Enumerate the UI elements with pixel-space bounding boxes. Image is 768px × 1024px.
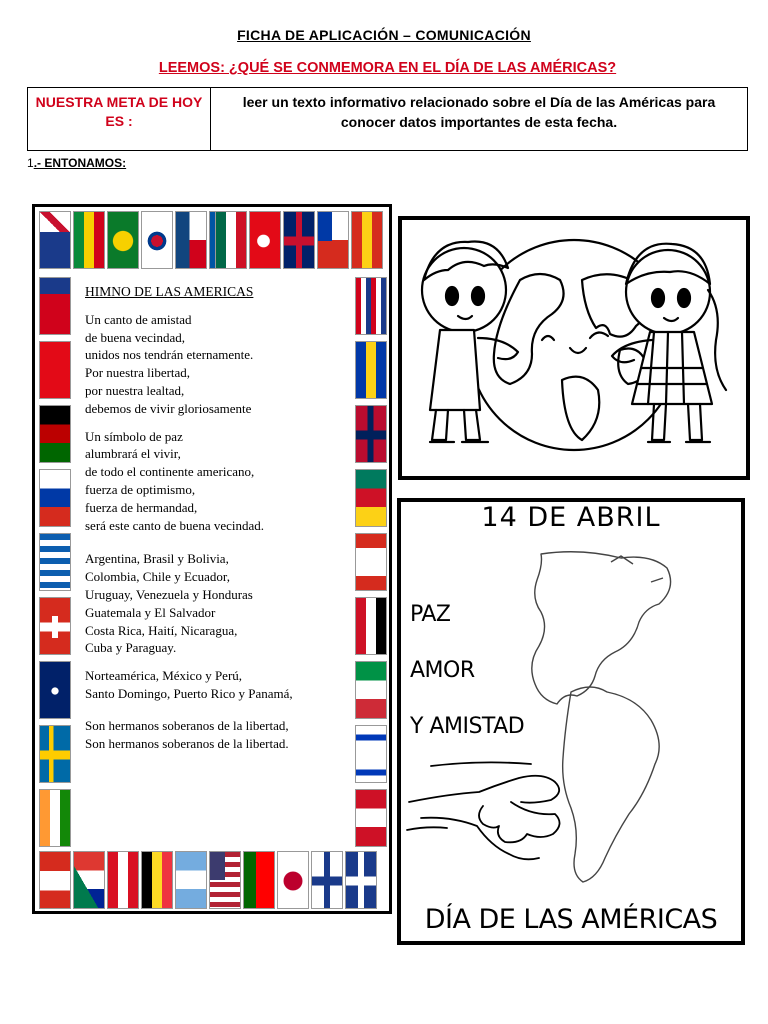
handshake-icon xyxy=(401,502,741,941)
flag xyxy=(355,789,387,847)
flag xyxy=(355,469,387,527)
stanza xyxy=(85,550,345,657)
flag xyxy=(277,851,309,909)
anthem-line: Guatemala y El Salvador xyxy=(85,604,216,620)
flag xyxy=(39,851,71,909)
anthem-line: de buena vecindad, xyxy=(85,329,185,345)
flag xyxy=(39,277,71,335)
anthem-line: Norteamérica, México y Perú, xyxy=(85,668,243,684)
flag xyxy=(39,789,71,847)
flag xyxy=(39,405,71,463)
anthem-line: por nuestra lealtad, xyxy=(85,382,185,398)
anthem-line: Costa Rica, Haití, Nicaragua, xyxy=(85,622,238,638)
flag xyxy=(355,405,387,463)
flag xyxy=(355,533,387,591)
anthem-line: Son hermanos soberanos de la libertad, xyxy=(85,717,289,733)
section-heading xyxy=(27,156,126,170)
stanza xyxy=(85,667,345,703)
flag xyxy=(39,469,71,527)
anthem-text xyxy=(85,283,345,762)
flag xyxy=(351,211,383,269)
anthem-line: Son hermanos soberanos de la libertad. xyxy=(85,735,289,751)
anthem-line: alumbrará el vivir, xyxy=(85,446,181,462)
anthem-line: Un símbolo de paz xyxy=(85,428,183,444)
flag xyxy=(215,211,247,269)
flag xyxy=(73,211,105,269)
anthem-line: será este canto de buena vecindad. xyxy=(85,517,265,533)
flag xyxy=(141,211,173,269)
flag xyxy=(249,211,281,269)
flag xyxy=(355,277,387,335)
anthem-line: Cuba y Paraguay. xyxy=(85,640,177,656)
flag xyxy=(311,851,343,909)
goal-text: leer un texto informativo relacionado sobre el Día de las Américas para conocer datos importantes de esta fecha. xyxy=(242,94,716,130)
flag xyxy=(107,851,139,909)
flag xyxy=(39,661,71,719)
anthem-line: Colombia, Chile y Ecuador, xyxy=(85,569,230,585)
flag xyxy=(283,211,315,269)
poster-word-friendship: Y AMISTAD xyxy=(410,714,525,739)
section-label: .- ENTONAMOS: xyxy=(33,156,127,170)
anthem-line: Un canto de amistad xyxy=(85,311,192,327)
flag xyxy=(175,211,207,269)
flag xyxy=(39,211,71,269)
anthem-line: Por nuestra libertad, xyxy=(85,365,191,381)
worksheet-title: FICHA DE APLICACIÓN – COMUNICACIÓN xyxy=(237,27,531,43)
flag xyxy=(39,597,71,655)
stanza xyxy=(85,717,345,753)
poster-footer: DÍA DE LAS AMÉRICAS xyxy=(424,904,718,935)
section-number: 1 xyxy=(27,156,34,170)
flag xyxy=(243,851,275,909)
flag xyxy=(345,851,377,909)
anthem-line: fuerza de optimismo, xyxy=(85,481,196,497)
goal-label: NUESTRA META DE HOY ES : xyxy=(28,88,211,150)
anthem-title: HIMNO DE LAS AMERICAS xyxy=(85,284,254,299)
reading-title: LEEMOS: ¿QUÉ SE CONMEMORA EN EL DÍA DE LAS AMÉRICAS? xyxy=(158,60,617,76)
flag xyxy=(209,851,241,909)
anthem-line: Santo Domingo, Puerto Rico y Panamá, xyxy=(85,685,293,701)
anthem-line: Uruguay, Venezuela y Honduras xyxy=(85,586,253,602)
goal-table xyxy=(27,87,748,151)
flag xyxy=(317,211,349,269)
anthem-line: Argentina, Brasil y Bolivia, xyxy=(85,551,229,567)
flag xyxy=(355,661,387,719)
children-globe-panel xyxy=(398,216,750,480)
flag xyxy=(39,341,71,399)
flag xyxy=(175,851,207,909)
stanza xyxy=(85,311,345,418)
flag xyxy=(107,211,139,269)
anthem-line: de todo el continente americano, xyxy=(85,464,255,480)
flag xyxy=(355,725,387,783)
flag xyxy=(141,851,173,909)
poster-date: 14 DE ABRIL xyxy=(481,502,661,533)
anthem-line: fuerza de hermandad, xyxy=(85,499,198,515)
flag xyxy=(39,533,71,591)
flag xyxy=(73,851,105,909)
anthem-line: unidos nos tendrán eternamente. xyxy=(85,347,254,363)
flag xyxy=(355,341,387,399)
anthem-panel xyxy=(32,204,392,914)
flag xyxy=(39,725,71,783)
americas-day-poster xyxy=(397,498,745,945)
poster-word-peace: PAZ xyxy=(410,602,451,627)
poster-word-love: AMOR xyxy=(410,658,475,683)
anthem-line: debemos de vivir gloriosamente xyxy=(85,400,252,416)
children-hugging-globe-icon xyxy=(402,220,746,476)
flag xyxy=(355,597,387,655)
stanza xyxy=(85,428,345,535)
